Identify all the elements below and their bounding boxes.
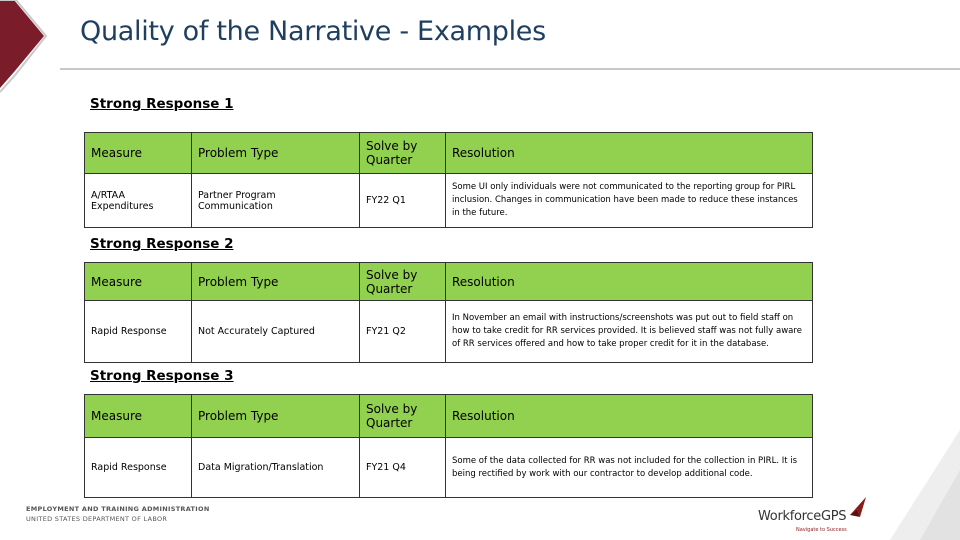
corner-decoration xyxy=(880,430,960,540)
header-solve-by-quarter: Solve by Quarter xyxy=(360,133,446,174)
header-resolution: Resolution xyxy=(446,133,813,174)
section-label-2: Strong Response 2 xyxy=(90,236,234,252)
response-table-3 xyxy=(84,394,813,498)
header-problem-type: Problem Type xyxy=(192,395,360,438)
cell-measure: A/RTAA Expenditures xyxy=(85,174,192,228)
response-table-1 xyxy=(84,132,813,228)
response-table-2 xyxy=(84,262,813,363)
cell-problem-type: Data Migration/Translation xyxy=(192,438,360,498)
dol-line-1: EMPLOYMENT AND TRAINING ADMINISTRATION xyxy=(26,505,210,513)
header-solve-by-quarter: Solve by Quarter xyxy=(360,395,446,438)
title-divider xyxy=(60,68,960,70)
section-label-3: Strong Response 3 xyxy=(90,368,234,384)
cell-measure: Rapid Response xyxy=(85,438,192,498)
header-problem-type: Problem Type xyxy=(192,263,360,301)
workforcegps-logo xyxy=(758,495,873,535)
cell-resolution: In November an email with instructions/screenshots was put out to field staff on how to take credit for RR services provided. It is believed staff was not fully aware of RR services offered and how to take proper credit for it in the database. xyxy=(446,301,813,363)
cell-measure: Rapid Response xyxy=(85,301,192,363)
header-measure: Measure xyxy=(85,263,192,301)
corner-accent xyxy=(0,0,70,100)
header-solve-by-quarter: Solve by Quarter xyxy=(360,263,446,301)
header-problem-type: Problem Type xyxy=(192,133,360,174)
cell-quarter: FY21 Q2 xyxy=(360,301,446,363)
section-label-1: Strong Response 1 xyxy=(90,96,234,112)
logo-text: WorkforceGPS xyxy=(758,509,847,524)
cell-resolution: Some UI only individuals were not communicated to the reporting group for PIRL inclusion. Changes in communication have been made to reduce these instances in the future. xyxy=(446,174,813,228)
cell-problem-type: Partner Program Communication xyxy=(192,174,360,228)
header-measure: Measure xyxy=(85,395,192,438)
logo-tagline: Navigate to Success xyxy=(796,527,847,533)
header-resolution: Resolution xyxy=(446,263,813,301)
header-measure: Measure xyxy=(85,133,192,174)
cell-quarter: FY22 Q1 xyxy=(360,174,446,228)
page-title: Quality of the Narrative - Examples xyxy=(80,16,546,47)
dol-wordmark xyxy=(26,505,210,523)
cell-quarter: FY21 Q4 xyxy=(360,438,446,498)
dol-line-2: UNITED STATES DEPARTMENT OF LABOR xyxy=(26,515,168,523)
cell-problem-type: Not Accurately Captured xyxy=(192,301,360,363)
header-resolution: Resolution xyxy=(446,395,813,438)
cell-resolution: Some of the data collected for RR was not included for the collection in PIRL. It is being rectified by work with our contractor to develop additional code. xyxy=(446,438,813,498)
logo-arrow-icon xyxy=(846,495,870,519)
